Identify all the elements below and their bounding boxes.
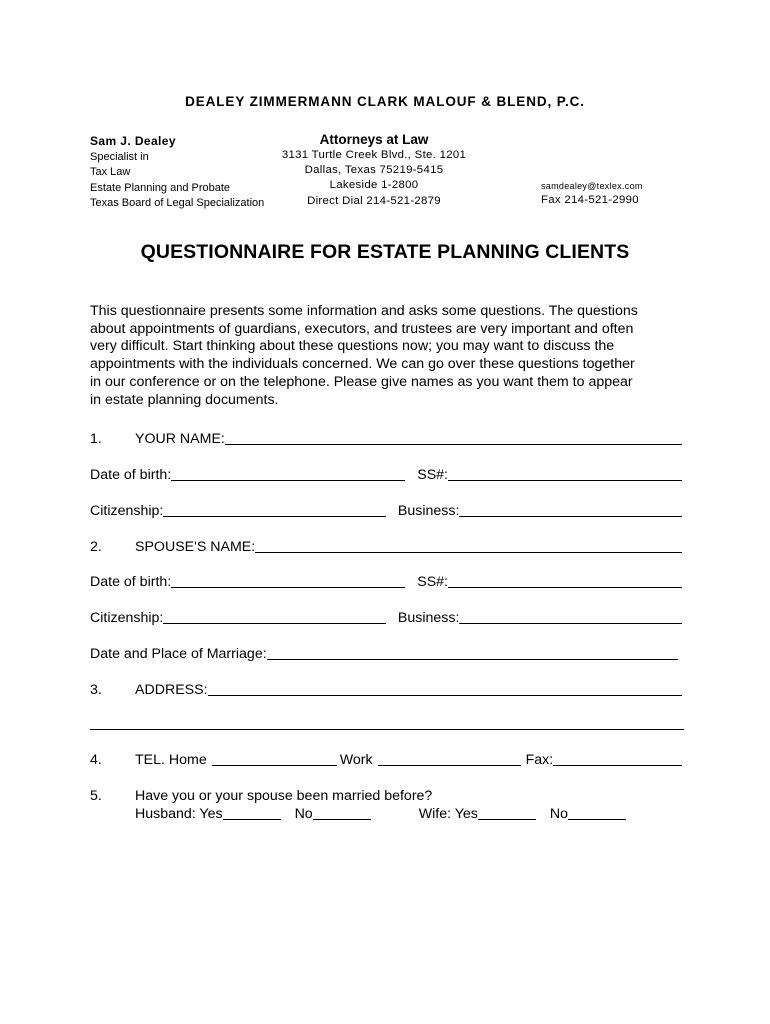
spouse-citizenship-label: Citizenship: <box>90 610 164 626</box>
citizenship-field[interactable] <box>163 501 386 517</box>
attorney-block <box>90 134 264 211</box>
marriage-row <box>90 642 678 662</box>
dob-ss-row <box>90 463 682 483</box>
married-before-row <box>90 784 682 804</box>
your-name-row <box>90 427 682 447</box>
fax-label: Fax: <box>525 752 554 768</box>
firm-name: DEALEY ZIMMERMANN CLARK MALOUF & BLEND, P.C. <box>185 94 585 109</box>
document-title: QUESTIONNAIRE FOR ESTATE PLANNING CLIENTS <box>140 241 630 263</box>
email-address: samdealey@texlex.com <box>541 181 643 191</box>
your-name-label: YOUR NAME: <box>135 431 225 447</box>
husband-yes-field[interactable] <box>223 804 281 820</box>
address-line-2-row <box>90 712 684 732</box>
fax-field[interactable] <box>553 750 682 766</box>
business-label: Business: <box>397 503 460 519</box>
dob-field[interactable] <box>171 465 405 481</box>
question-number: 4. <box>90 752 102 768</box>
married-before-answers-row <box>135 802 655 822</box>
address-line: Dallas, Texas 75219-5415 <box>304 164 444 177</box>
spouse-business-field[interactable] <box>459 608 682 624</box>
question-number: 2. <box>90 539 102 555</box>
fax-number: Fax 214-521-2990 <box>541 194 639 206</box>
your-name-field[interactable] <box>225 429 682 445</box>
ss-field[interactable] <box>448 465 682 481</box>
husband-yes-label: Husband: Yes <box>135 806 223 822</box>
firm-address-block <box>274 131 474 209</box>
husband-no-label: No <box>294 806 313 822</box>
tel-work-field[interactable] <box>378 750 521 766</box>
spouse-citizenship-field[interactable] <box>163 608 386 624</box>
husband-no-field[interactable] <box>313 804 371 820</box>
wife-yes-label: Wife: Yes <box>418 806 478 822</box>
attorney-name: Sam J. Dealey <box>90 134 176 148</box>
tel-home-field[interactable] <box>212 750 337 766</box>
intro-paragraph: This questionnaire presents some information and asks some questions. The questions about appointments of guardians, executors, and trustees are very important and often very difficult. Start thinking about these questions now; you may want to discuss the appointments with the individuals concerned. We can go over these questions together in our conference or on the telephone. Please give names as you want them to appear in estate planning documents. <box>90 303 638 408</box>
wife-yes-field[interactable] <box>478 804 536 820</box>
marriage-label: Date and Place of Marriage: <box>90 646 267 662</box>
dob-label: Date of birth: <box>90 467 172 483</box>
business-field[interactable] <box>459 501 682 517</box>
specialty-line: Tax Law <box>90 166 131 179</box>
question-number: 1. <box>90 431 102 447</box>
telephone-row <box>90 748 682 768</box>
spouse-dob-ss-row <box>90 570 682 590</box>
attorneys-at-law: Attorneys at Law <box>319 132 429 147</box>
citizenship-label: Citizenship: <box>90 503 164 519</box>
address-label: ADDRESS: <box>135 682 208 698</box>
spouse-name-row <box>90 535 682 555</box>
ss-label: SS#: <box>417 467 448 483</box>
spouse-dob-label: Date of birth: <box>90 574 172 590</box>
address-field[interactable] <box>208 680 682 696</box>
wife-no-field[interactable] <box>568 804 626 820</box>
address-line: Direct Dial 214-521-2879 <box>307 194 441 207</box>
question-number: 5. <box>90 788 102 804</box>
specialty-line: Estate Planning and Probate <box>90 181 231 194</box>
spouse-ss-field[interactable] <box>448 572 682 588</box>
specialty-line: Texas Board of Legal Specialization <box>90 196 265 209</box>
work-label: Work <box>339 752 373 768</box>
wife-no-label: No <box>549 806 568 822</box>
marriage-field[interactable] <box>267 644 678 660</box>
address-row <box>90 678 682 698</box>
spouse-dob-field[interactable] <box>171 572 405 588</box>
address-line: 3131 Turtle Creek Blvd., Ste. 1201 <box>281 149 467 161</box>
tel-home-label: TEL. Home <box>135 752 207 768</box>
citizenship-business-row <box>90 499 682 519</box>
spouse-name-label: SPOUSE'S NAME: <box>135 539 256 555</box>
married-before-question: Have you or your spouse been married before? <box>135 788 433 804</box>
spouse-ss-label: SS#: <box>417 574 448 590</box>
address-line: Lakeside 1-2800 <box>329 179 419 192</box>
question-number: 3. <box>90 682 102 698</box>
spouse-business-label: Business: <box>397 610 460 626</box>
address-field-line-2[interactable] <box>90 714 684 730</box>
specialty-line: Specialist in <box>90 151 149 164</box>
spouse-citizenship-business-row <box>90 606 682 626</box>
spouse-name-field[interactable] <box>255 537 682 553</box>
